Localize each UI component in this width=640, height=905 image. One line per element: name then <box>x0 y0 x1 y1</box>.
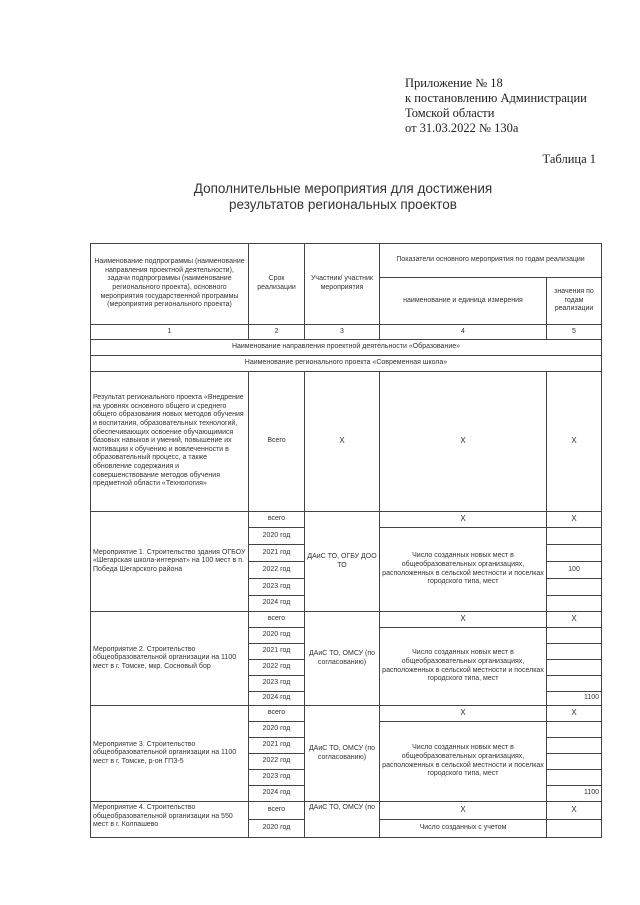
value-cell <box>547 644 602 660</box>
year-cell: всего <box>249 706 305 722</box>
activity-1-name: Мероприятие 1. Строительство здания ОГБОУ «Шегарская школа-интернат» на 100 мест в п. Победа Шегарского района <box>91 512 249 612</box>
header-row <box>91 244 602 278</box>
title-line-2: результатов региональных проектов <box>229 197 457 212</box>
header-participant: Участник/ участник мероприятия <box>305 244 380 325</box>
project-row <box>91 356 602 372</box>
project-name: Наименование регионального проекта «Современная школа» <box>91 356 602 372</box>
year-cell: 2024 год <box>249 596 305 612</box>
activity-3-name: Мероприятие 3. Строительство общеобразовательной организации на 1100 мест в г. Томске, р-он ГПЗ-5 <box>91 706 249 802</box>
activity-2-x-indicator: Х <box>380 612 547 628</box>
value-cell <box>547 738 602 754</box>
activity-2-participant: ДАиС ТО, ОМСУ (по согласованию) <box>305 612 380 706</box>
appendix-line-4: от 31.03.2022 № 130а <box>405 121 519 135</box>
result-participant: Х <box>305 372 380 512</box>
activity-3-indicator: Число созданных новых мест в общеобразовательных организациях, расположенных в сельской местности и поселках городского типа, мест <box>380 722 547 802</box>
activity-3-x-value: Х <box>547 706 602 722</box>
table-row <box>91 802 602 820</box>
result-value: Х <box>547 372 602 512</box>
document-title <box>0 181 640 213</box>
activity-1-participant: ДАиС ТО, ОГБУ ДОО ТО <box>305 512 380 612</box>
title-line-1: Дополнительные мероприятия для достижения <box>193 181 493 196</box>
activity-2-name: Мероприятие 2. Строительство общеобразовательной организации на 1100 мест в г. Томске, мкр. Сосновый бор <box>91 612 249 706</box>
year-cell: всего <box>249 512 305 528</box>
year-cell: 2022 год <box>249 754 305 770</box>
value-cell <box>547 579 602 596</box>
value-cell <box>547 754 602 770</box>
table-row <box>91 512 602 528</box>
year-cell: 2021 год <box>249 545 305 562</box>
value-cell <box>547 545 602 562</box>
activity-3-value-2024: 1100 <box>547 786 602 802</box>
result-indicator: Х <box>380 372 547 512</box>
year-cell: 2022 год <box>249 660 305 676</box>
activity-2-x-value: Х <box>547 612 602 628</box>
value-cell <box>547 528 602 545</box>
value-cell <box>547 596 602 612</box>
appendix-line-2: к постановлению Администрации <box>405 91 587 105</box>
appendix-line-3: Томской области <box>405 106 495 120</box>
year-cell: 2021 год <box>249 738 305 754</box>
result-text: Результат регионального проекта «Внедрение на уровнях основного общего и среднего общего образования новых методов обучения и воспитания, образовательных технологий, обеспечивающих освоение обучающимися базовых навыков и умений, повышение их мотивации к обучению и вовлеченности в образовательный процесс, а также обновление содержания и совершенствование методов обучения предметной области «Технология» <box>91 372 249 512</box>
year-cell: 2020 год <box>249 628 305 644</box>
year-cell: 2020 год <box>249 722 305 738</box>
activities-table <box>90 243 602 838</box>
header-name: Наименование подпрограммы (наименование направления проектной деятельности), задачи подпрограммы (наименование регионального проекта), основного мероприятия государственной программы (мероприятия регионального проекта) <box>91 244 249 325</box>
year-cell: 2022 год <box>249 562 305 579</box>
year-cell: 2024 год <box>249 692 305 706</box>
year-cell: 2023 год <box>249 676 305 692</box>
header-indicator-name: наименование и единица измерения <box>380 278 547 325</box>
activity-4-x-value: Х <box>547 802 602 820</box>
col-number: 3 <box>305 325 380 340</box>
year-cell: 2021 год <box>249 644 305 660</box>
activity-3-participant: ДАиС ТО, ОМСУ (по согласованию) <box>305 706 380 802</box>
value-cell <box>547 676 602 692</box>
result-row <box>91 372 602 512</box>
year-cell: 2020 год <box>249 528 305 545</box>
year-cell: 2020 год <box>249 820 305 838</box>
year-cell: всего <box>249 802 305 820</box>
table-label: Таблица 1 <box>542 152 596 166</box>
activity-3-x-indicator: Х <box>380 706 547 722</box>
activity-1-x-indicator: Х <box>380 512 547 528</box>
activity-2-indicator: Число созданных новых мест в общеобразовательных организациях, расположенных в сельской местности и поселках городского типа, мест <box>380 628 547 706</box>
value-cell <box>547 820 602 838</box>
header-indicators: Показатели основного мероприятия по годам реализации <box>380 244 602 278</box>
direction-row <box>91 340 602 356</box>
table-row <box>91 612 602 628</box>
col-number: 5 <box>547 325 602 340</box>
activity-4-name: Мероприятие 4. Строительство общеобразовательной организации на 550 мест в г. Колпашево <box>91 802 249 838</box>
value-cell <box>547 628 602 644</box>
header-indicator-value: значения по годам реализации <box>547 278 602 325</box>
col-number: 4 <box>380 325 547 340</box>
activity-1-value-2022: 100 <box>547 562 602 579</box>
direction-name: Наименование направления проектной деятельности «Образование» <box>91 340 602 356</box>
activity-4-indicator: Число созданных с учетом <box>380 820 547 838</box>
activity-2-value-2024: 1100 <box>547 692 602 706</box>
year-cell: 2024 год <box>249 786 305 802</box>
result-term: Всего <box>249 372 305 512</box>
appendix-header <box>405 76 587 136</box>
year-cell: всего <box>249 612 305 628</box>
appendix-line-1: Приложение № 18 <box>405 76 503 90</box>
col-number: 2 <box>249 325 305 340</box>
activity-1-x-value: Х <box>547 512 602 528</box>
table-row <box>91 706 602 722</box>
year-cell: 2023 год <box>249 770 305 786</box>
activity-4-x-indicator: Х <box>380 802 547 820</box>
header-term: Срок реализации <box>249 244 305 325</box>
column-number-row <box>91 325 602 340</box>
value-cell <box>547 722 602 738</box>
value-cell <box>547 770 602 786</box>
activity-4-participant: ДАиС ТО, ОМСУ (по <box>305 802 380 838</box>
year-cell: 2023 год <box>249 579 305 596</box>
activity-1-indicator: Число созданных новых мест в общеобразовательных организациях, расположенных в сельской местности и поселках городского типа, мест <box>380 528 547 612</box>
col-number: 1 <box>91 325 249 340</box>
value-cell <box>547 660 602 676</box>
